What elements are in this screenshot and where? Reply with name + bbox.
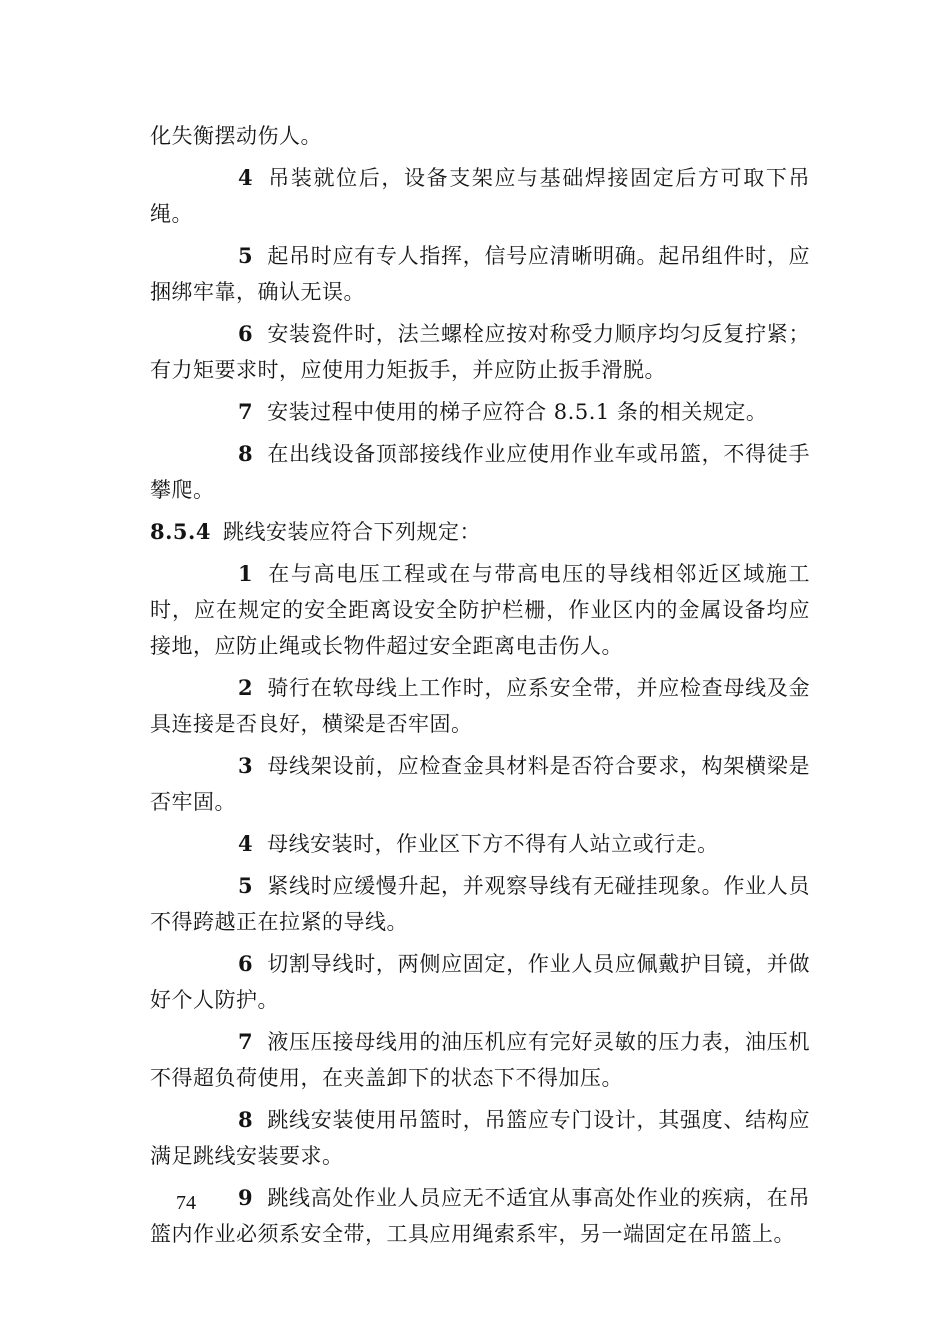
item-number: 8 xyxy=(238,1107,254,1132)
list-item xyxy=(150,160,810,232)
item-text: 紧线时应缓慢升起，并观察导线有无碰挂现象。作业人员不得跨越正在拉紧的导线。 xyxy=(150,874,810,934)
item-number: 5 xyxy=(238,243,254,268)
item-number: 6 xyxy=(238,951,254,976)
list-item xyxy=(150,238,810,310)
clause-number: 8.5.4 xyxy=(150,519,211,544)
item-text: 跳线高处作业人员应无不适宜从事高处作业的疾病，在吊篮内作业必须系安全带，工具应用绳索系牢，另一端固定在吊篮上。 xyxy=(150,1186,810,1246)
item-number: 7 xyxy=(238,399,254,424)
item-text: 母线安装时，作业区下方不得有人站立或行走。 xyxy=(267,832,719,856)
item-number: 9 xyxy=(238,1185,254,1210)
item-number: 4 xyxy=(238,165,254,190)
item-number: 6 xyxy=(238,321,254,346)
item-text: 起吊时应有专人指挥，信号应清晰明确。起吊组件时，应捆绑牢靠，确认无误。 xyxy=(150,244,810,304)
list-item xyxy=(150,394,810,430)
item-number: 5 xyxy=(238,873,254,898)
list-item xyxy=(150,1180,810,1252)
item-number: 3 xyxy=(238,753,254,778)
clause-text: 跳线安装应符合下列规定： xyxy=(222,520,481,544)
list-item xyxy=(150,1102,810,1174)
item-text: 在与高电压工程或在与带高电压的导线相邻近区域施工时，应在规定的安全距离设安全防护栏栅，作业区内的金属设备均应接地，应防止绳或长物件超过安全距离电击伤人。 xyxy=(150,562,810,658)
list-item xyxy=(150,670,810,742)
item-number: 4 xyxy=(238,831,254,856)
list-item xyxy=(150,1024,810,1096)
item-text: 母线架设前，应检查金具材料是否符合要求，构架横梁是否牢固。 xyxy=(150,754,810,814)
clause-heading xyxy=(150,514,810,550)
item-number: 2 xyxy=(238,675,254,700)
item-text: 吊装就位后，设备支架应与基础焊接固定后方可取下吊绳。 xyxy=(150,166,810,226)
item-text: 安装过程中使用的梯子应符合 8.5.1 条的相关规定。 xyxy=(267,400,768,424)
paragraph-continuation xyxy=(150,118,810,154)
item-text: 骑行在软母线上工作时，应系安全带，并应检查母线及金具连接是否良好，横梁是否牢固。 xyxy=(150,676,810,736)
item-number: 8 xyxy=(238,441,254,466)
list-item xyxy=(150,868,810,940)
list-item xyxy=(150,826,810,862)
item-text: 液压压接母线用的油压机应有完好灵敏的压力表，油压机不得超负荷使用，在夹盖卸下的状态下不得加压。 xyxy=(150,1030,810,1090)
item-text: 跳线安装使用吊篮时，吊篮应专门设计，其强度、结构应满足跳线安装要求。 xyxy=(150,1108,810,1168)
item-text: 在出线设备顶部接线作业应使用作业车或吊篮，不得徒手攀爬。 xyxy=(150,442,810,502)
item-text: 安装瓷件时，法兰螺栓应按对称受力顺序均匀反复拧紧；有力矩要求时，应使用力矩扳手，并应防止扳手滑脱。 xyxy=(150,322,810,382)
paragraph-text: 化失衡摆动伤人。 xyxy=(150,124,322,148)
item-text: 切割导线时，两侧应固定，作业人员应佩戴护目镜，并做好个人防护。 xyxy=(150,952,810,1012)
list-item xyxy=(150,748,810,820)
list-item xyxy=(150,436,810,508)
item-number: 1 xyxy=(238,561,254,586)
item-number: 7 xyxy=(238,1029,254,1054)
list-item xyxy=(150,316,810,388)
page-number: 74 xyxy=(176,1192,196,1214)
body-text xyxy=(150,118,810,1258)
list-item xyxy=(150,556,810,664)
list-item xyxy=(150,946,810,1018)
